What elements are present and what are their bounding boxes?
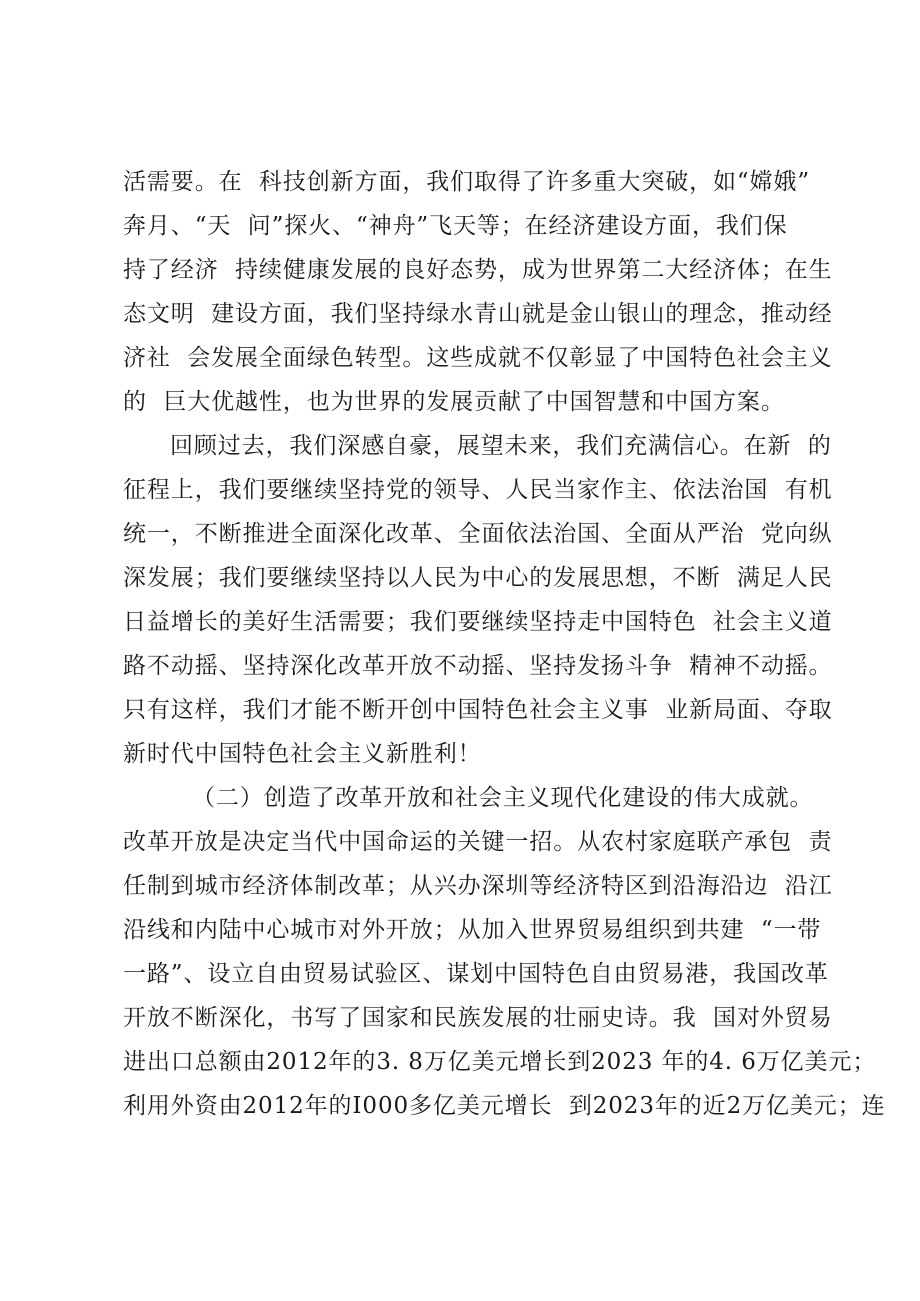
text-line: 沿线和内陆中心城市对外开放；从加入世界贸易组织到共建 “一带 [123,917,822,943]
text-line: 奔月、“天 问”探火、“神舟”飞天等；在经济建设方面，我们保 [123,213,788,239]
text-line: 任制到城市经济体制改革；从兴办深圳等经济特区到沿海沿边 沿江 [123,873,833,899]
text-line: 统一，不断推进全面深化改革、全面依法治国、全面从严治 党向纵 [123,521,833,547]
text-line: 路不动摇、坚持深化改革开放不动摇、坚持发扬斗争 精神不动摇。 [123,653,833,679]
text-line: 只有这样，我们才能不断开创中国特色社会主义事 业新局面、夺取 [123,697,833,723]
text-line: 的 巨大优越性，也为世界的发展贡献了中国智慧和中国方案。 [123,389,785,415]
text-line: 持了经济 持续健康发展的良好态势，成为世界第二大经济体；在生 [123,257,833,283]
text-line: 活需要。在 科技创新方面，我们取得了许多重大突破，如“嫦娥” [123,169,811,195]
text-line: 利用外资由2012年的I000多亿美元增长 到2023年的近2万亿美元；连 [123,1093,886,1119]
text-line: 开放不断深化，书写了国家和民族发展的壮丽史诗。我 国对外贸易 [123,1005,833,1031]
text-line: 新时代中国特色社会主义新胜利！ [123,741,482,767]
text-line: 一路”、设立自由贸易试验区、谋划中国特色自由贸易港，我国改革 [123,961,829,987]
text-line: 深发展；我们要继续坚持以人民为中心的发展思想，不断 满足人民 [123,565,833,591]
text-line: 征程上，我们要继续坚持党的领导、人民当家作主、依法治国 有机 [123,477,833,503]
text-line: 改革开放是决定当代中国命运的关键一招。从农村家庭联产承包 责 [123,829,833,855]
text-line: 进出口总额由2012年的3. 8万亿美元增长到2023 年的4. 6万亿美元； [123,1049,877,1075]
text-line: 济社 会发展全面绿色转型。这些成就不仅彰显了中国特色社会主义 [123,345,833,371]
paragraph-first-line: 回顾过去，我们深感自豪，展望未来，我们充满信心。在新 的 [170,433,832,459]
section-heading: （二）创造了改革开放和社会主义现代化建设的伟大成就。 [192,785,814,811]
text-line: 日益增长的美好生活需要；我们要继续坚持走中国特色 社会主义道 [123,609,833,635]
text-line: 态文明 建设方面，我们坚持绿水青山就是金山银山的理念，推动经 [123,301,833,327]
